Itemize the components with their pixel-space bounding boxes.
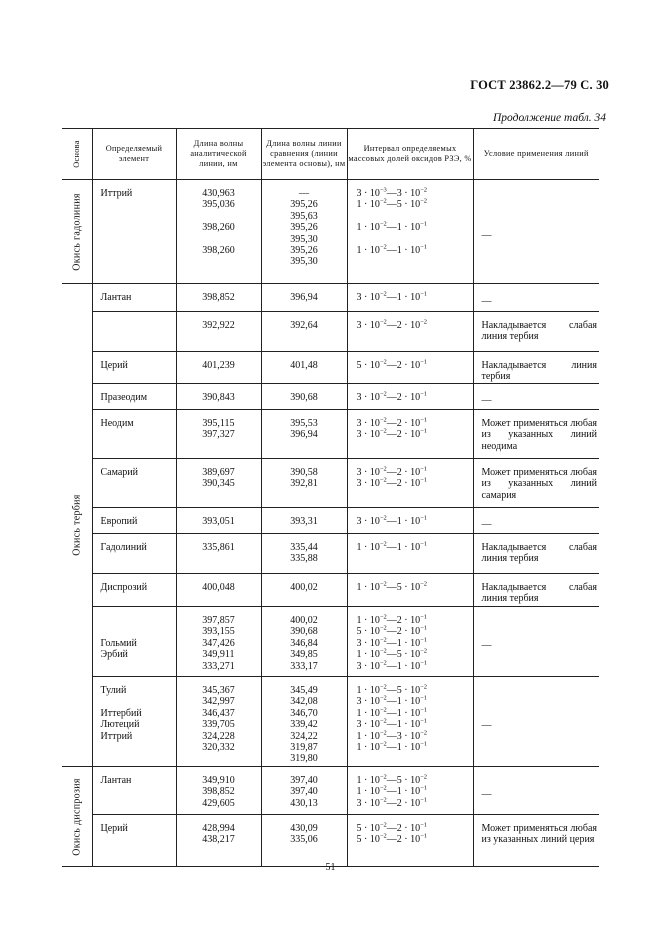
cell-line: 335,88: [290, 553, 318, 565]
cell-line: 396,94: [290, 292, 318, 303]
range-value: $5 \cdot 10^{-2}—2 \cdot 10^{-1}$: [356, 358, 428, 371]
condition-text: Накладывается слабая линия тербия: [481, 320, 597, 343]
comparison-wavelength-cell: [261, 815, 347, 867]
range-value: $3 \cdot 10^{-2}—2 \cdot 10^{-2}$: [356, 318, 428, 331]
cell-line: 349,910: [202, 775, 235, 786]
cell-line: 390,843: [202, 392, 235, 403]
condition-text: —: [481, 788, 492, 800]
analytical-wavelength-cell: [176, 767, 261, 815]
element-cell: [92, 815, 176, 867]
cell-line: Иттрий: [100, 188, 133, 199]
condition-cell: [473, 312, 599, 352]
range-cell: [347, 410, 473, 459]
cell-line: Лантан: [100, 292, 132, 303]
condition-text: —: [481, 229, 492, 241]
cell-line: 438,217: [202, 834, 235, 846]
analytical-wavelength-cell: [176, 459, 261, 508]
range-value: $3 \cdot 10^{-2}—2 \cdot 10^{-1}$: [356, 477, 428, 490]
cell-line: Европий: [100, 516, 138, 527]
element-cell: [92, 607, 176, 677]
cell-line: Тулий: [100, 685, 127, 696]
cell-line: Неодим: [100, 418, 134, 429]
cell-line: 395,63: [290, 210, 318, 222]
range-cell: [347, 534, 473, 574]
element-cell: [92, 574, 176, 607]
condition-text: Накладывается линия тербия: [481, 360, 597, 383]
cell-line: 400,02: [290, 615, 318, 626]
cell-line: 395,115: [202, 418, 235, 429]
base-material-cell: [62, 180, 92, 284]
range-value: $5 \cdot 10^{-2}—2 \cdot 10^{-1}$: [356, 833, 428, 846]
comparison-wavelength-cell: [261, 180, 347, 284]
table-row: [62, 815, 599, 867]
condition-cell: [473, 508, 599, 534]
cell-line: 395,26: [290, 222, 318, 234]
range-value: $1 \cdot 10^{-2}—5 \cdot 10^{-2}$: [356, 580, 428, 593]
cell-line: 395,036: [202, 199, 235, 211]
cell-line: [177, 553, 261, 564]
cell-line: Самарий: [100, 467, 139, 478]
condition-text: Может применяться любая из указанных линий самария: [481, 467, 597, 501]
cell-line: Церий: [100, 360, 128, 371]
range-value: $3 \cdot 10^{-2}—2 \cdot 10^{-1}$: [356, 796, 428, 809]
analytical-wavelength-cell: [176, 312, 261, 352]
comparison-wavelength-cell: [261, 534, 347, 574]
cell-line: [177, 234, 261, 245]
base-material-cell: [62, 284, 92, 767]
cell-line: 401,239: [202, 360, 235, 371]
table-row: [62, 677, 599, 767]
element-cell: [92, 384, 176, 410]
comparison-wavelength-cell: [261, 607, 347, 677]
column-header-element: Определяемый элемент: [92, 129, 176, 180]
comparison-wavelength-cell: [261, 767, 347, 815]
cell-line: Гольмий: [100, 637, 137, 649]
cell-line: 333,17: [290, 660, 318, 672]
cell-line: 393,155: [202, 626, 235, 638]
cell-line: 333,271: [202, 660, 235, 672]
page-number: 51: [325, 862, 336, 873]
cell-line: 335,861: [202, 542, 235, 553]
range-value: $3 \cdot 10^{-2}—1 \cdot 10^{-1}$: [356, 659, 428, 672]
cell-line: 400,048: [202, 582, 235, 593]
cell-line: [101, 211, 176, 222]
condition-cell: [473, 459, 599, 508]
cell-line: 401,48: [290, 360, 318, 371]
range-value: $3 \cdot 10^{-3}—3 \cdot 10^{-2}$: [356, 186, 428, 199]
table-row: [62, 312, 599, 352]
cell-line: 324,22: [290, 730, 318, 742]
cell-line: 397,857: [202, 615, 235, 626]
cell-line: Гадолиний: [100, 542, 147, 553]
column-header-analytical-wavelength: Длина волны аналитической линии, нм: [176, 129, 261, 180]
cell-line: 396,94: [290, 429, 318, 441]
condition-cell: [473, 677, 599, 767]
element-cell: [92, 767, 176, 815]
condition-cell: [473, 574, 599, 607]
analytical-wavelength-cell: [176, 284, 261, 312]
analytical-wavelength-cell: [176, 384, 261, 410]
cell-line: [101, 222, 176, 233]
comparison-wavelength-cell: [261, 352, 347, 384]
range-value: $3 \cdot 10^{-2}—2 \cdot 10^{-1}$: [356, 390, 428, 403]
table-continuation-label: Продолжение табл. 34: [493, 112, 606, 124]
range-value: $1 \cdot 10^{-2}—1 \cdot 10^{-1}$: [356, 220, 428, 234]
cell-line: 395,26: [290, 199, 318, 211]
cell-line: [177, 753, 261, 764]
cell-line: 347,426: [202, 637, 235, 649]
cell-line: 393,31: [290, 516, 318, 527]
table-row: [62, 284, 599, 312]
cell-line: 398,852: [202, 786, 235, 798]
cell-line: 335,44: [290, 542, 318, 553]
table-row: [62, 508, 599, 534]
column-header-base: Основа: [62, 129, 92, 180]
cell-line: 393,051: [202, 516, 235, 527]
base-material-cell: [62, 767, 92, 867]
range-value: $1 \cdot 10^{-2}—2 \cdot 10^{-1}$: [356, 613, 428, 626]
condition-cell: [473, 534, 599, 574]
analytical-wavelength-cell: [176, 574, 261, 607]
table-row: [62, 574, 599, 607]
comparison-wavelength-cell: [261, 677, 347, 767]
range-cell: [347, 352, 473, 384]
table-row: [62, 410, 599, 459]
range-cell: [347, 180, 473, 284]
comparison-wavelength-cell: [261, 312, 347, 352]
cell-line: Эрбий: [100, 649, 128, 661]
cell-line: 390,68: [290, 626, 318, 638]
analytical-wavelength-cell: [176, 677, 261, 767]
cell-line: 346,84: [290, 637, 318, 649]
base-material-label: Окись диспрозия: [71, 777, 83, 856]
comparison-wavelength-cell: [261, 410, 347, 459]
range-cell: [347, 312, 473, 352]
cell-line: 398,852: [202, 292, 235, 303]
range-value: $1 \cdot 10^{-2}—1 \cdot 10^{-1}$: [356, 243, 428, 256]
cell-line: [101, 245, 176, 256]
cell-line: Лютеций: [100, 719, 140, 731]
cell-line: 392,81: [290, 478, 318, 490]
cell-line: 397,40: [290, 775, 318, 786]
range-value: $1 \cdot 10^{-2}—5 \cdot 10^{-2}$: [356, 773, 428, 786]
condition-text: Может применяться любая из указанных линий неодима: [481, 418, 597, 452]
cell-line: 345,367: [202, 685, 235, 696]
cell-line: 430,963: [202, 188, 235, 199]
cell-line: 430,09: [290, 823, 318, 834]
cell-line: [101, 834, 176, 845]
cell-line: Диспрозий: [100, 582, 148, 593]
cell-line: 342,997: [202, 696, 235, 708]
range-cell: [347, 815, 473, 867]
range-cell: [347, 574, 473, 607]
cell-line: [101, 320, 176, 331]
cell-line: 400,02: [290, 582, 318, 593]
range-value: $1 \cdot 10^{-2}—5 \cdot 10^{-2}$: [356, 647, 428, 661]
range-value: $3 \cdot 10^{-2}—1 \cdot 10^{-1}$: [356, 695, 428, 708]
cell-line: Лантан: [100, 775, 132, 786]
condition-cell: [473, 607, 599, 677]
cell-line: 397,327: [202, 429, 235, 441]
element-cell: [92, 312, 176, 352]
comparison-wavelength-cell: [261, 459, 347, 508]
cell-line: —: [299, 188, 309, 199]
condition-text: Накладывается слабая линия тербия: [481, 542, 597, 565]
cell-line: 349,911: [202, 649, 235, 661]
cell-line: [101, 234, 176, 245]
cell-line: 335,06: [290, 834, 318, 846]
cell-line: 319,87: [290, 742, 318, 754]
range-value: [357, 553, 473, 564]
cell-line: 319,80: [290, 753, 318, 765]
cell-line: [101, 429, 176, 440]
table-row: [62, 352, 599, 384]
cell-line: [101, 615, 176, 626]
range-cell: [347, 384, 473, 410]
cell-line: Церий: [100, 823, 128, 834]
analytical-wavelength-cell: [176, 180, 261, 284]
comparison-wavelength-cell: [261, 574, 347, 607]
condition-text: —: [481, 394, 492, 406]
cell-line: 346,437: [202, 707, 235, 719]
range-cell: [347, 508, 473, 534]
range-value: $1 \cdot 10^{-2}—1 \cdot 10^{-1}$: [356, 740, 428, 754]
condition-cell: [473, 815, 599, 867]
cell-line: 429,605: [202, 797, 235, 809]
range-value: $1 \cdot 10^{-2}—5 \cdot 10^{-2}$: [356, 683, 428, 696]
analytical-wavelength-cell: [176, 534, 261, 574]
table-header-row: [62, 129, 599, 180]
range-value: $3 \cdot 10^{-2}—1 \cdot 10^{-1}$: [356, 717, 428, 731]
range-value: $3 \cdot 10^{-2}—1 \cdot 10^{-1}$: [356, 290, 428, 303]
element-cell: [92, 180, 176, 284]
condition-cell: [473, 284, 599, 312]
cell-line: [101, 742, 176, 753]
range-value: $3 \cdot 10^{-2}—2 \cdot 10^{-1}$: [356, 465, 428, 478]
cell-line: 428,994: [202, 823, 235, 834]
analytical-wavelength-cell: [176, 410, 261, 459]
condition-text: Может применяться любая из указанных линий церия: [481, 823, 597, 846]
analytical-wavelength-cell: [176, 508, 261, 534]
element-cell: [92, 508, 176, 534]
element-cell: [92, 410, 176, 459]
range-value: $3 \cdot 10^{-2}—1 \cdot 10^{-1}$: [356, 636, 428, 649]
condition-text: —: [481, 518, 492, 530]
cell-line: 390,345: [202, 478, 235, 490]
cell-line: 398,260: [202, 245, 235, 256]
range-value: $1 \cdot 10^{-2}—3 \cdot 10^{-2}$: [356, 729, 428, 742]
analytical-wavelength-cell: [176, 607, 261, 677]
table-row: [62, 180, 599, 284]
comparison-wavelength-cell: [261, 508, 347, 534]
cell-line: 395,30: [290, 233, 318, 245]
table-row: [62, 384, 599, 410]
cell-line: 342,08: [290, 696, 318, 708]
document-header: ГОСТ 23862.2—79 С. 30: [470, 78, 609, 92]
condition-text: Накладывается слабая линия тербия: [481, 582, 597, 605]
cell-line: [101, 256, 176, 267]
cell-line: 395,26: [290, 245, 318, 257]
cell-line: 398,260: [202, 222, 235, 234]
cell-line: 320,332: [202, 742, 235, 754]
cell-line: 390,68: [290, 392, 318, 403]
range-value: $3 \cdot 10^{-2}—1 \cdot 10^{-1}$: [356, 514, 428, 527]
cell-line: [101, 199, 176, 210]
table-row: [62, 534, 599, 574]
cell-line: 390,58: [290, 467, 318, 478]
range-value: [357, 234, 473, 245]
range-value: [357, 753, 473, 764]
cell-line: 395,30: [290, 256, 318, 268]
table-row: [62, 767, 599, 815]
cell-line: 392,64: [290, 320, 318, 331]
cell-line: [101, 478, 176, 489]
condition-cell: [473, 180, 599, 284]
cell-line: [101, 786, 176, 797]
cell-line: [101, 753, 176, 764]
cell-line: 339,705: [202, 719, 235, 731]
table-row: [62, 607, 599, 677]
analytical-wavelength-cell: [176, 352, 261, 384]
cell-line: [101, 798, 176, 809]
range-value: $3 \cdot 10^{-2}—2 \cdot 10^{-1}$: [356, 428, 428, 441]
condition-text: —: [481, 295, 492, 307]
element-cell: [92, 459, 176, 508]
cell-line: 397,40: [290, 786, 318, 798]
comparison-wavelength-cell: [261, 284, 347, 312]
range-cell: [347, 459, 473, 508]
cell-line: 346,70: [290, 707, 318, 719]
cell-line: [177, 256, 261, 267]
element-cell: [92, 352, 176, 384]
cell-line: 349,85: [290, 649, 318, 661]
range-value: $3 \cdot 10^{-2}—2 \cdot 10^{-1}$: [356, 416, 428, 429]
analytical-wavelength-cell: [176, 815, 261, 867]
condition-cell: [473, 410, 599, 459]
range-value: $1 \cdot 10^{-2}—1 \cdot 10^{-1}$: [356, 785, 428, 798]
comparison-wavelength-cell: [261, 384, 347, 410]
condition-text: —: [481, 639, 492, 651]
range-value: $5 \cdot 10^{-2}—2 \cdot 10^{-1}$: [356, 625, 428, 638]
range-cell: [347, 677, 473, 767]
cell-line: Празеодим: [100, 392, 148, 403]
range-cell: [347, 607, 473, 677]
range-value: $1 \cdot 10^{-2}—5 \cdot 10^{-2}$: [356, 198, 428, 211]
element-cell: [92, 677, 176, 767]
cell-line: 345,49: [290, 685, 318, 696]
cell-line: 430,13: [290, 797, 318, 809]
element-cell: [92, 534, 176, 574]
condition-cell: [473, 352, 599, 384]
range-value: $5 \cdot 10^{-2}—2 \cdot 10^{-1}$: [356, 821, 428, 834]
base-material-label: Окись гадолиния: [71, 192, 83, 271]
cell-line: 324,228: [202, 730, 235, 742]
cell-line: [101, 553, 176, 564]
table-row: [62, 459, 599, 508]
condition-cell: [473, 767, 599, 815]
column-header-condition: Условие применения линий: [473, 129, 599, 180]
cell-line: [177, 211, 261, 222]
range-value: $1 \cdot 10^{-2}—1 \cdot 10^{-1}$: [356, 540, 428, 553]
cell-line: [101, 626, 176, 637]
cell-line: [101, 661, 176, 672]
cell-line: [101, 696, 176, 707]
data-table: [62, 128, 599, 867]
range-value: $1 \cdot 10^{-2}—1 \cdot 10^{-1}$: [356, 706, 428, 719]
range-value: [357, 256, 473, 267]
cell-line: 392,922: [202, 320, 235, 331]
cell-line: 339,42: [290, 719, 318, 731]
element-cell: [92, 284, 176, 312]
range-cell: [347, 767, 473, 815]
cell-line: Иттрий: [100, 730, 133, 742]
cell-line: 395,53: [290, 418, 318, 429]
condition-cell: [473, 384, 599, 410]
range-cell: [347, 284, 473, 312]
condition-text: —: [481, 719, 492, 731]
range-value: [357, 211, 473, 222]
cell-line: 389,697: [202, 467, 235, 478]
column-header-range: Интервал определяемых массовых долей оксидов РЗЭ, %: [347, 129, 473, 180]
column-header-comparison-wavelength: Длина волны линии сравнения (линии элемента основы), нм: [261, 129, 347, 180]
base-material-label: Окись тербия: [71, 494, 83, 556]
cell-line: Иттербий: [100, 707, 142, 719]
